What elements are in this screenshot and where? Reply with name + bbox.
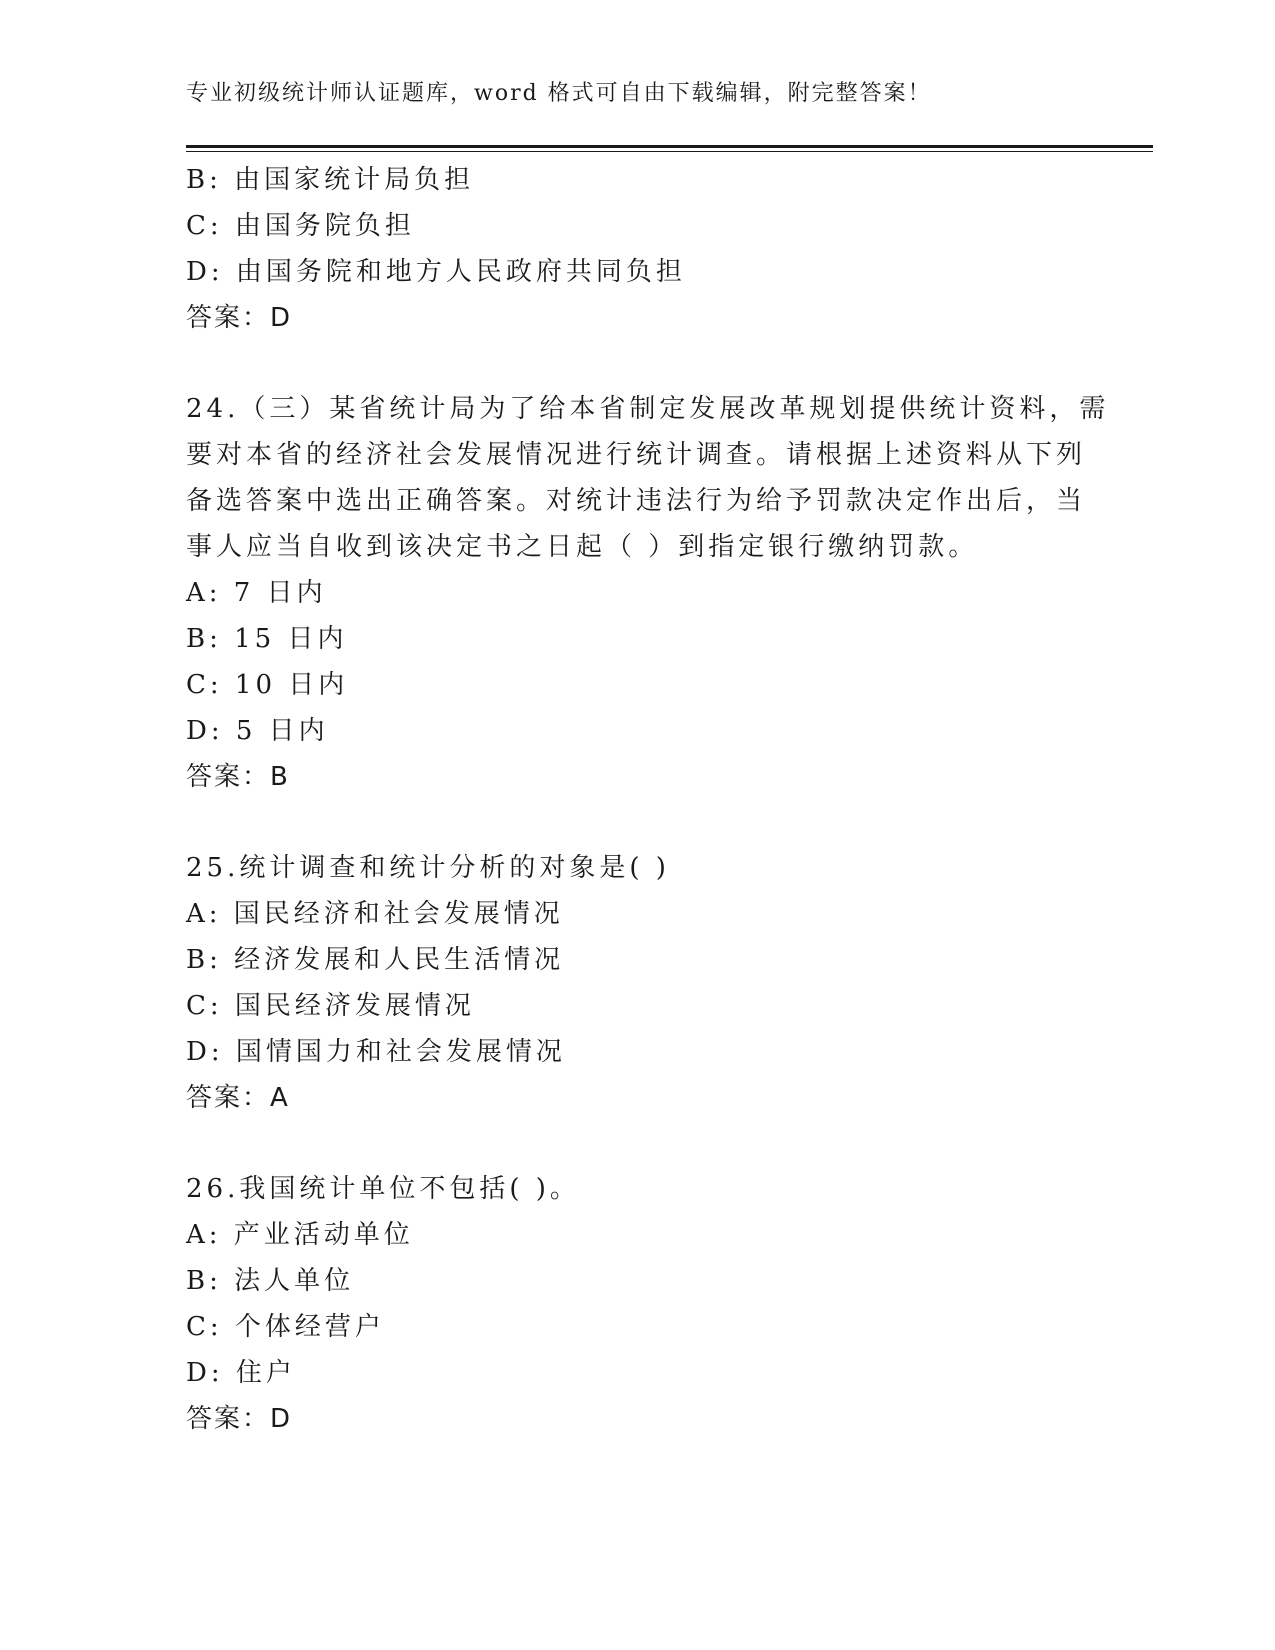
option-c: C: 个体经营户 [186, 1312, 385, 1342]
answer: 答案：B [186, 762, 290, 792]
option-c: C: 由国务院负担 [186, 211, 415, 241]
question-text: 26.我国统计单位不包括( )。 [186, 1174, 580, 1204]
header-rule-thick [186, 145, 1153, 148]
question-text: 25.统计调查和统计分析的对象是( ) [186, 853, 670, 883]
option-c: C: 10 日内 [186, 670, 349, 700]
question-24 [186, 386, 1110, 800]
option-b: B: 由国家统计局负担 [186, 165, 475, 195]
question-text-line: 24.（三）某省统计局为了给本省制定发展改革规划提供统计资料，需 [186, 394, 1110, 424]
option-b: B: 法人单位 [186, 1266, 355, 1296]
question-23 [186, 157, 1086, 341]
question-list [186, 157, 1110, 1442]
option-c: C: 国民经济发展情况 [186, 991, 475, 1021]
option-a: A: 产业活动单位 [186, 1220, 414, 1250]
answer: 答案：A [186, 1083, 290, 1113]
option-b: B: 15 日内 [186, 624, 348, 654]
question-25 [186, 845, 1086, 1121]
option-d: D: 5 日内 [186, 716, 329, 746]
option-d: D: 住户 [186, 1358, 296, 1388]
header-rule-thin [186, 151, 1153, 152]
option-a: A: 国民经济和社会发展情况 [186, 899, 564, 929]
option-d: D: 由国务院和地方人民政府共同负担 [186, 257, 686, 287]
answer: 答案：D [186, 303, 293, 333]
answer: 答案：D [186, 1404, 293, 1434]
question-text-line: 备选答案中选出正确答案。对统计违法行为给予罚款决定作出后，当 [186, 486, 1087, 516]
page-header: 专业初级统计师认证题库，word 格式可自由下载编辑，附完整答案！ [186, 81, 932, 106]
option-b: B: 经济发展和人民生活情况 [186, 945, 565, 975]
question-text-line: 事人应当自收到该决定书之日起（ ）到指定银行缴纳罚款。 [186, 532, 979, 562]
question-26 [186, 1166, 1086, 1442]
option-d: D: 国情国力和社会发展情况 [186, 1037, 566, 1067]
question-text-line: 要对本省的经济社会发展情况进行统计调查。请根据上述资料从下列 [186, 440, 1087, 470]
option-a: A: 7 日内 [186, 578, 327, 608]
